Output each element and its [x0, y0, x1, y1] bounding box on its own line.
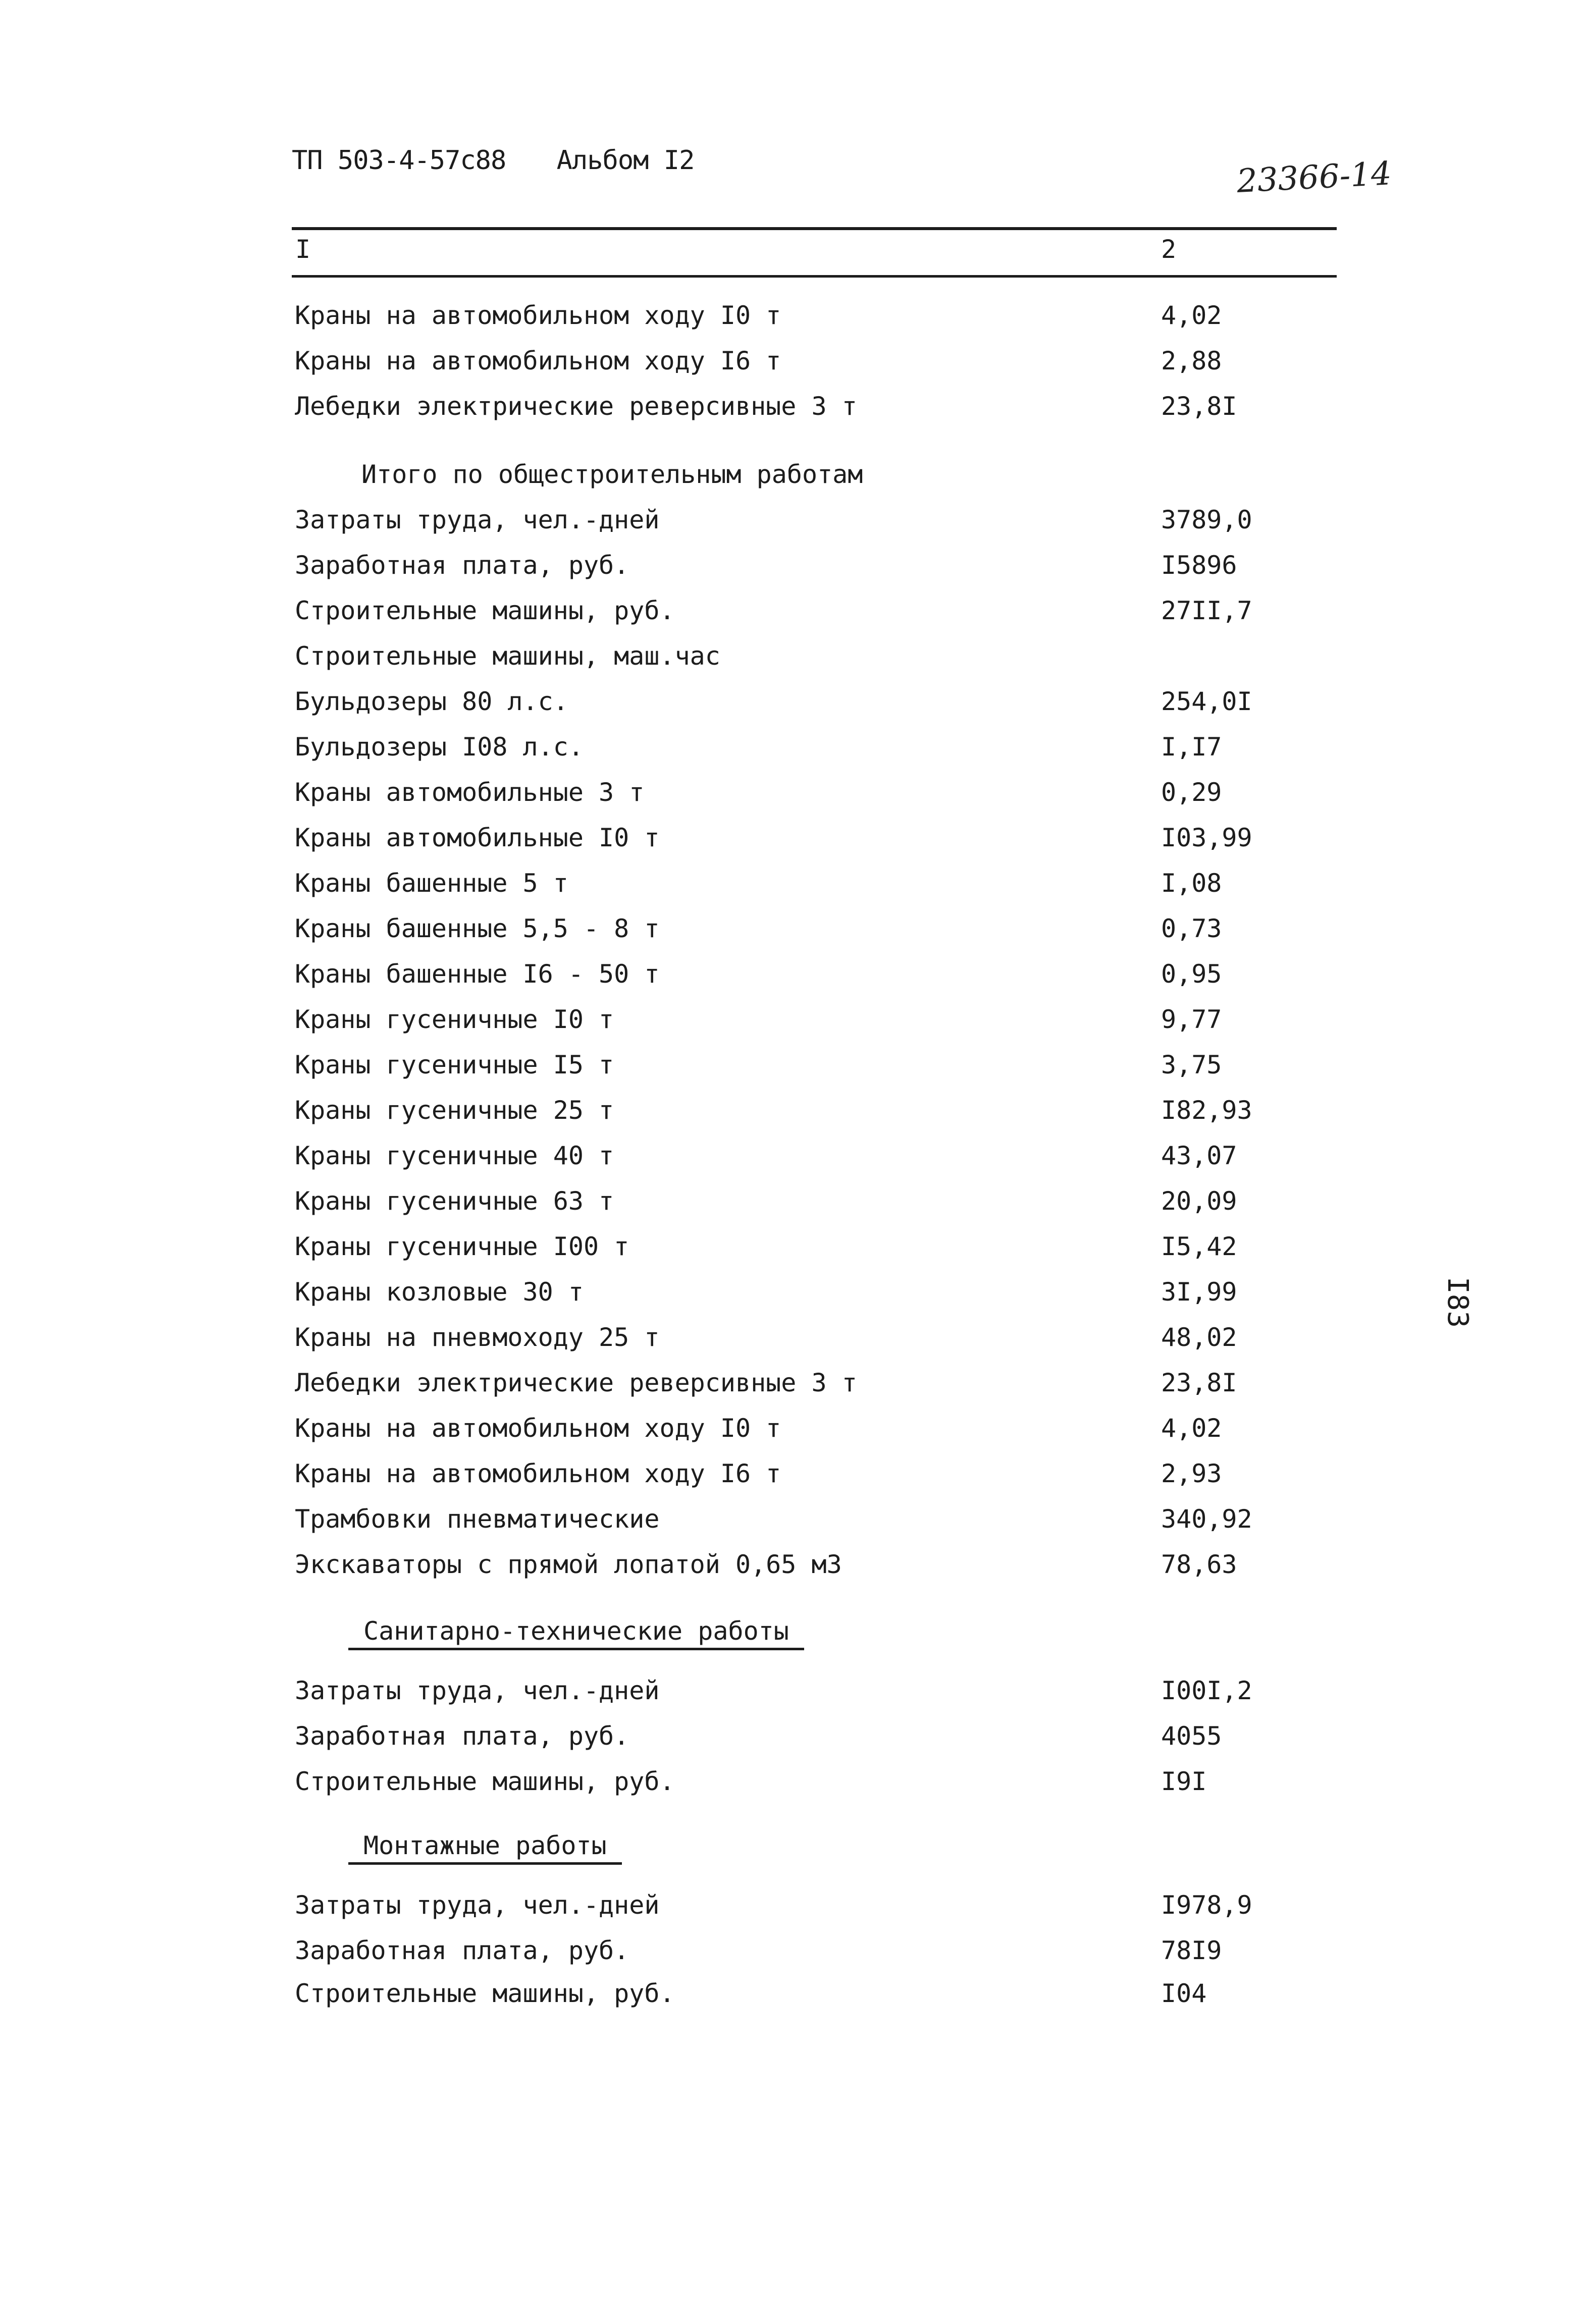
table-row — [0, 1090, 1514, 1130]
handwritten-inventory-code: 23366-14 — [1236, 155, 1393, 200]
row-label: Затраты труда, чел.-дней — [295, 1676, 660, 1705]
row-label: Краны автомобильные 3 т — [295, 778, 645, 807]
table-row — [0, 1453, 1514, 1494]
row-label: Краны гусеничные 63 т — [295, 1186, 614, 1216]
row-value: I5896 — [1161, 551, 1237, 580]
row-value: 0,95 — [1161, 959, 1222, 989]
table-row — [0, 1363, 1514, 1403]
table-row — [0, 1716, 1514, 1756]
row-value: I04 — [1161, 1979, 1207, 2008]
table-row — [0, 295, 1514, 336]
row-value: 78I9 — [1161, 1936, 1222, 1965]
row-label: Краны на пневмоходу 25 т — [295, 1323, 660, 1352]
row-label: Краны гусеничные I5 т — [295, 1050, 614, 1079]
table-row — [0, 590, 1514, 631]
row-label: Краны гусеничные 40 т — [295, 1141, 614, 1170]
section-heading-label: Монтажные работы — [348, 1829, 622, 1865]
row-value: I03,99 — [1161, 823, 1252, 852]
table-row — [0, 1670, 1514, 1711]
table-row — [0, 1761, 1514, 1802]
row-value: 48,02 — [1161, 1323, 1237, 1352]
row-label: Краны гусеничные I0 т — [295, 1005, 614, 1034]
table-row — [0, 341, 1514, 381]
document-code: ТП 503-4-57с88 — [292, 145, 506, 176]
table-row — [0, 818, 1514, 858]
table-row — [0, 1544, 1514, 1585]
table-row — [0, 908, 1514, 949]
column-header-2: 2 — [1161, 235, 1177, 264]
table-row — [0, 545, 1514, 585]
row-value: I,08 — [1161, 869, 1222, 898]
row-value: 0,73 — [1161, 914, 1222, 943]
row-label: Бульдозеры 80 л.с. — [295, 687, 568, 716]
table-row — [0, 500, 1514, 540]
row-label: Бульдозеры I08 л.с. — [295, 732, 584, 762]
row-value: I978,9 — [1161, 1890, 1252, 1920]
table-row — [0, 772, 1514, 813]
row-label: Лебедки электрические реверсивные 3 т — [295, 1368, 857, 1397]
row-value: I00I,2 — [1161, 1676, 1252, 1705]
row-label: Строительные машины, руб. — [295, 596, 675, 625]
table-row — [0, 1973, 1514, 2014]
row-value: I5,42 — [1161, 1232, 1237, 1261]
section-heading-label: Санитарно-технические работы — [348, 1614, 804, 1650]
row-label: Затраты труда, чел.-дней — [295, 505, 660, 534]
row-label: Затраты труда, чел.-дней — [295, 1890, 660, 1920]
row-label: Строительные машины, маш.час — [295, 641, 720, 671]
table-row — [0, 1136, 1514, 1176]
page-number: I83 — [1441, 1277, 1474, 1328]
row-label: Краны на автомобильном ходу I6 т — [295, 346, 781, 375]
column-header-1: I — [295, 235, 311, 264]
row-label: Краны на автомобильном ходу I0 т — [295, 301, 781, 330]
row-value: 4055 — [1161, 1721, 1222, 1751]
table-row — [0, 1317, 1514, 1358]
row-label: Краны башенные 5 т — [295, 869, 568, 898]
document-header — [292, 145, 694, 176]
table-row — [0, 727, 1514, 767]
row-label: Заработная плата, руб. — [295, 551, 629, 580]
row-value: 27II,7 — [1161, 596, 1252, 625]
row-value: 4,02 — [1161, 301, 1222, 330]
section-heading-label: Итого по общестроительным работам — [361, 460, 863, 489]
row-value: 78,63 — [1161, 1550, 1237, 1579]
row-label: Краны гусеничные 25 т — [295, 1096, 614, 1125]
row-value: I82,93 — [1161, 1096, 1252, 1125]
table-row — [0, 681, 1514, 722]
table-row — [0, 636, 1514, 676]
table-row — [0, 1181, 1514, 1221]
row-value: 43,07 — [1161, 1141, 1237, 1170]
section-heading — [0, 454, 1514, 495]
row-value: 9,77 — [1161, 1005, 1222, 1034]
row-label: Краны на автомобильном ходу I6 т — [295, 1459, 781, 1488]
row-label: Краны гусеничные I00 т — [295, 1232, 629, 1261]
table-row — [0, 1885, 1514, 1925]
table-header-rule — [292, 275, 1337, 278]
table-top-rule — [292, 227, 1337, 230]
row-value: I,I7 — [1161, 732, 1222, 762]
row-value: 0,29 — [1161, 778, 1222, 807]
row-label: Краны башенные 5,5 - 8 т — [295, 914, 660, 943]
row-label: Трамбовки пневматические — [295, 1504, 660, 1534]
row-value: 20,09 — [1161, 1186, 1237, 1216]
row-value: 3I,99 — [1161, 1277, 1237, 1307]
row-value: 23,8I — [1161, 1368, 1237, 1397]
table-row — [0, 1272, 1514, 1312]
row-value: 3,75 — [1161, 1050, 1222, 1079]
table-row — [0, 1226, 1514, 1267]
row-label: Экскаваторы с прямой лопатой 0,65 м3 — [295, 1550, 842, 1579]
row-value: 2,93 — [1161, 1459, 1222, 1488]
table-row — [0, 386, 1514, 426]
row-label: Заработная плата, руб. — [295, 1721, 629, 1751]
album-number: Альбом I2 — [556, 145, 695, 176]
row-value: 3789,0 — [1161, 505, 1252, 534]
row-label: Строительные машины, руб. — [295, 1767, 675, 1796]
table-row — [0, 999, 1514, 1040]
row-value: 23,8I — [1161, 392, 1237, 421]
row-value: I9I — [1161, 1767, 1207, 1796]
row-label: Строительные машины, руб. — [295, 1979, 675, 2008]
section-heading — [0, 1827, 1514, 1867]
section-heading — [0, 1612, 1514, 1653]
row-label: Лебедки электрические реверсивные 3 т — [295, 392, 857, 421]
row-label: Краны башенные I6 - 50 т — [295, 959, 660, 989]
table-row — [0, 1408, 1514, 1448]
table-row — [0, 863, 1514, 903]
row-value: 4,02 — [1161, 1414, 1222, 1443]
row-label: Краны на автомобильном ходу I0 т — [295, 1414, 781, 1443]
row-label: Краны козловые 30 т — [295, 1277, 584, 1307]
table-row — [0, 1930, 1514, 1971]
row-value: 254,0I — [1161, 687, 1252, 716]
row-label: Заработная плата, руб. — [295, 1936, 629, 1965]
table-row — [0, 954, 1514, 994]
row-value: 2,88 — [1161, 346, 1222, 375]
table-row — [0, 1499, 1514, 1539]
table-row — [0, 1045, 1514, 1085]
row-value: 340,92 — [1161, 1504, 1252, 1534]
row-label: Краны автомобильные I0 т — [295, 823, 660, 852]
